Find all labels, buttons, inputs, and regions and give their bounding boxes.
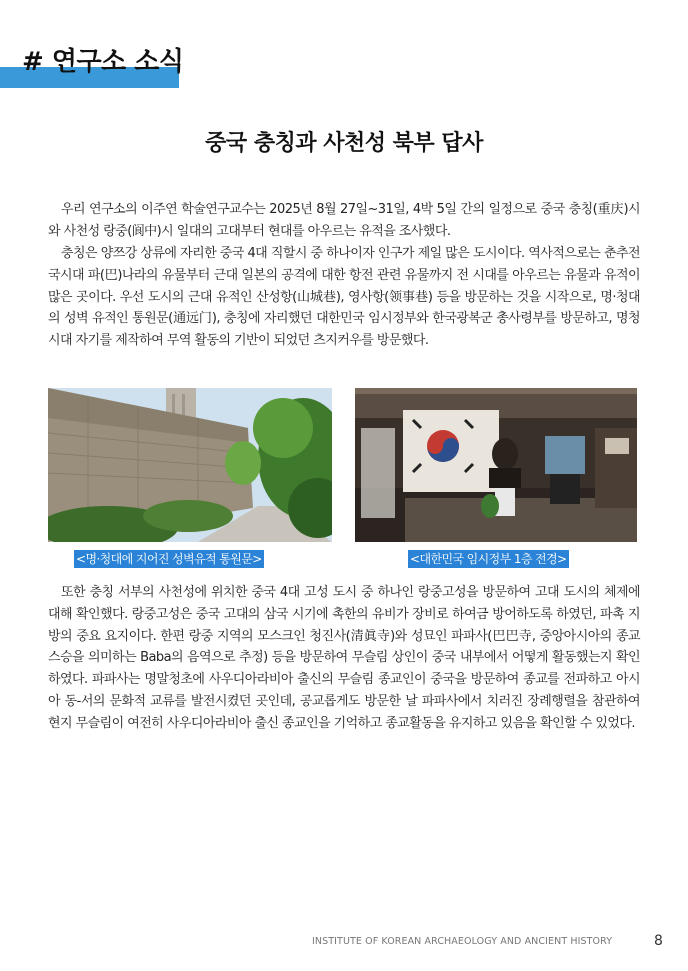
article-title: 중국 충칭과 사천성 북부 답사 [205, 131, 483, 156]
article-paragraph-2: 충칭은 양쯔강 상류에 자리한 중국 4대 직할시 중 하나이자 인구가 제일 많은 도시이다. 역사적으로는 춘추전국시대 파(巴)나라의 유물부터 근대 일본의 공격에 대한 항전 관련 유물까지 전 시대를 아우르는 유물과 유적이 많은 곳이다. 우선 도시의 근대 유적인 산성항(山城巷), 영사항(领事巷) 등을 방문하는 것을 시작으로, 명·청대의 성벽 유적인 통원문(通远门), 충칭에 자리했던 대한민국 임시정부와 한국광복군 총사령부를 방문하고, 명청시대 자기를 제작하여 무역 활동의 기반이 되었던 츠지커우를 방문했다. [48, 246, 640, 349]
article-paragraph-1: 우리 연구소의 이주연 학술연구교수는 2025년 8월 27일~31일, 4박 5일 간의 일정으로 중국 충칭(重庆)시와 사천성 랑중(阆中)시 일대의 고대부터 현대를 아우르는 유적을 조사했다. [48, 202, 640, 239]
photo-provisional-government-hall [355, 388, 637, 542]
photo-caption-left: <명·청대에 지어진 성벽유적 통원문> [76, 552, 262, 566]
section-label: # 연구소 소식 [22, 47, 184, 77]
photo-caption-right: <대한민국 임시정부 1층 전경> [410, 552, 567, 566]
article-paragraph-3: 또한 충칭 서부의 사천성에 위치한 중국 4대 고성 도시 중 하나인 랑중고성을 방문하여 고대 도시의 체제에 대해 확인했다. 랑중고성은 중국 고대의 삼국 시기에 촉한의 유비가 장비로 하여금 방어하도록 하였던, 파촉 지방의 중요 요지이다. 한편 랑중 지역의 모스크인 청진사(清眞寺)와 성묘인 파파사(巴巴寺, 중앙아시아의 종교 스승을 의미하는 Baba의 음역으로 추정) 등을 방문하여 무슬림 상인이 중국 내부에서 어떻게 활동했는지 확인하였다. 파파사는 명말청초에 사우디아라비아 출신의 무슬림 종교인이 중국을 방문하여 종교를 전파하고 아시아 동-서의 문화적 교류를 발전시켰던 곳인데, 공교롭게도 방문한 날 파파사에서 치러진 장례행렬을 참관하여 현지 무슬림이 여전히 사우디아라비아 출신 종교인을 기억하고 종교활동을 유지하고 있음을 확인할 수 있었다. [48, 585, 640, 731]
photo-tongyuanmen-wall [48, 388, 332, 542]
page-number: 8 [654, 933, 663, 949]
footer-institute-name: INSTITUTE OF KOREAN ARCHAEOLOGY AND ANCIENT HISTORY [312, 936, 613, 947]
